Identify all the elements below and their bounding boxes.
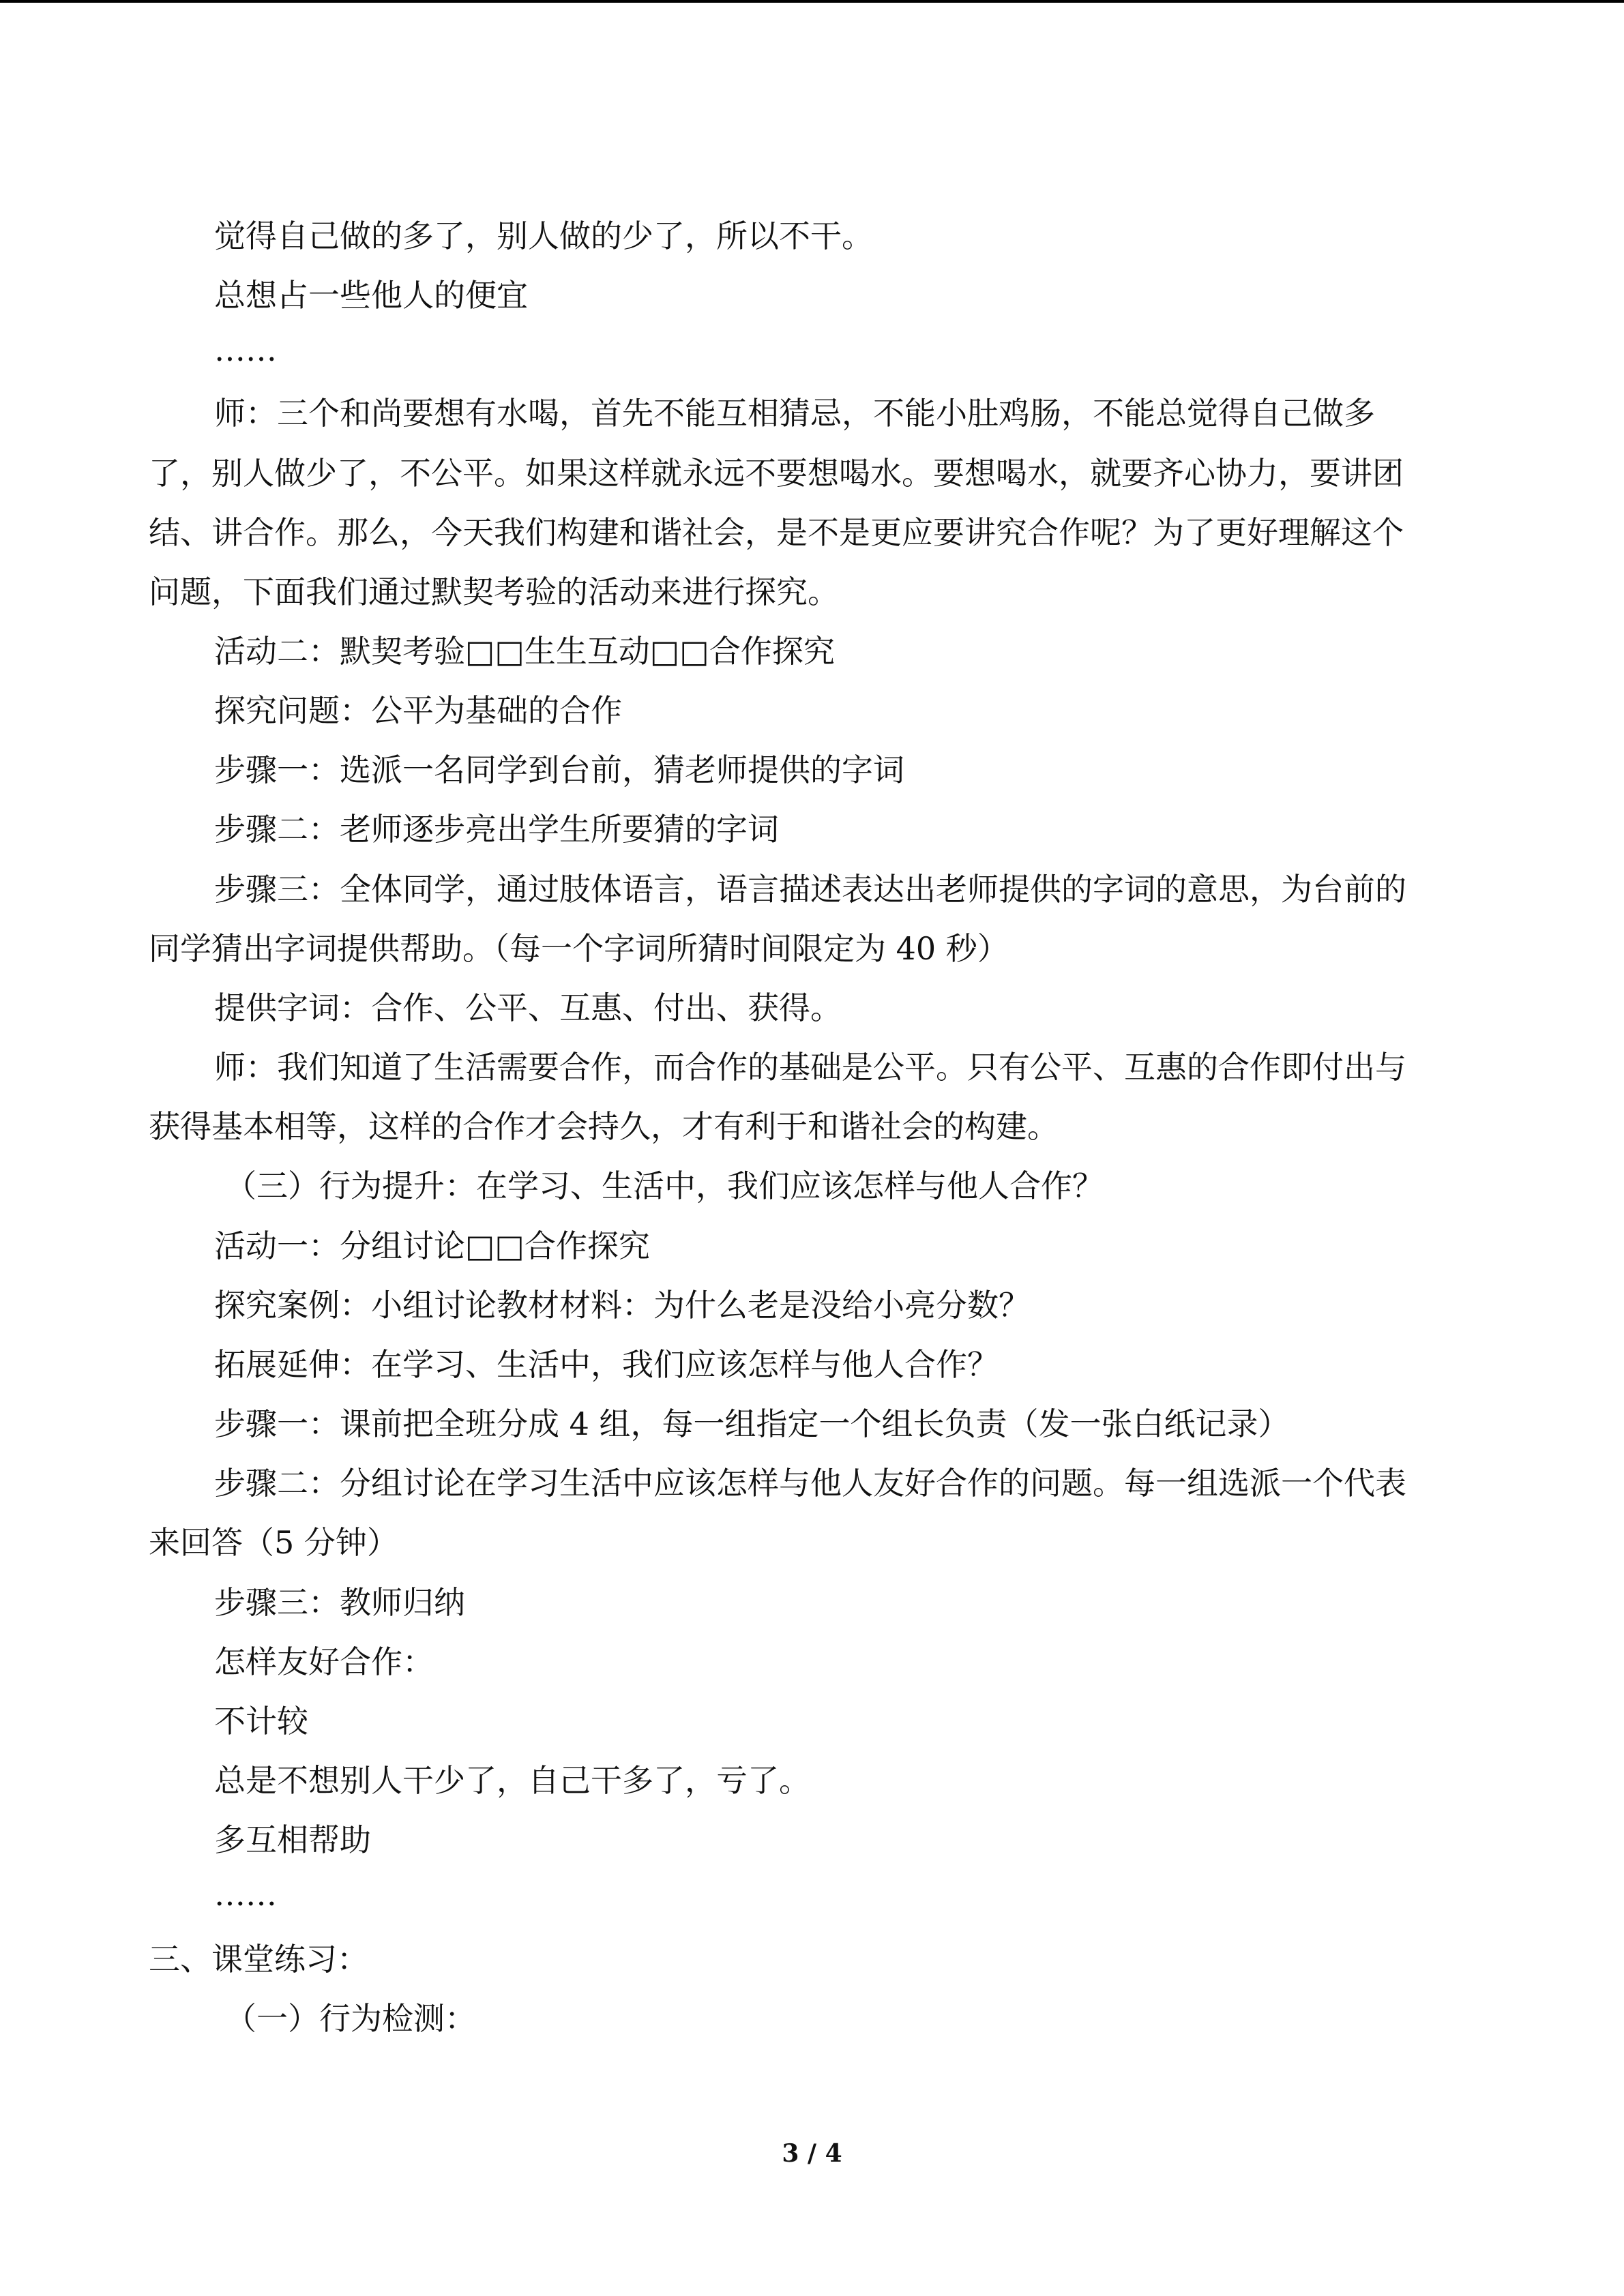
ellipsis-line: …… <box>214 331 277 368</box>
text-line: 师：三个和尚要想有水喝，首先不能互相猜忌，不能小肚鸡肠，不能总觉得自己做多 <box>214 395 1375 432</box>
text-line: 怎样友好合作： <box>214 1643 434 1680</box>
text-line: 获得基本相等，这样的合作才会持久，才有利于和谐社会的构建。 <box>149 1108 1059 1145</box>
activity-heading: 活动一：分组讨论□□合作探究 <box>214 1227 650 1264</box>
text-line: 结、讲合作。那么，今天我们构建和谐社会，是不是更应要讲究合作呢？为了更好理解这个 <box>149 514 1404 551</box>
text-line: 探究问题：公平为基础的合作 <box>214 692 622 729</box>
text-line: 同学猜出字词提供帮助。（每一个字词所猜时间限定为 40 秒） <box>149 930 1009 967</box>
text-line: 问题，下面我们通过默契考验的活动来进行探究。 <box>149 573 839 610</box>
text-line: 提供字词：合作、公平、互惠、付出、获得。 <box>214 989 842 1026</box>
text-line: 总是不想别人干少了，自己干多了，亏了。 <box>214 1762 810 1799</box>
step-line: 步骤二：分组讨论在学习生活中应该怎样与他人友好合作的问题。每一组选派一个代表 <box>214 1465 1406 1502</box>
text-line: 总想占一些他人的便宜 <box>214 277 528 314</box>
text-line: 师：我们知道了生活需要合作，而合作的基础是公平。只有公平、互惠的合作即付出与 <box>214 1049 1406 1086</box>
subsection-heading: （一）行为检测： <box>225 2000 476 2037</box>
activity-heading: 活动二：默契考验□□生生互动□□合作探究 <box>214 633 835 670</box>
step-line: 步骤一：选派一名同学到台前，猜老师提供的字词 <box>214 751 904 788</box>
step-line: 步骤二：老师逐步亮出学生所要猜的字词 <box>214 811 779 848</box>
ellipsis-line: …… <box>214 1876 277 1913</box>
page-top-border <box>0 0 1624 3</box>
text-line: 拓展延伸：在学习、生活中，我们应该怎样与他人合作？ <box>214 1346 999 1383</box>
section-heading: 三、课堂练习： <box>149 1941 368 1978</box>
step-line: 步骤三：教师归纳 <box>214 1584 465 1621</box>
section-heading: （三）行为提升：在学习、生活中，我们应该怎样与他人合作？ <box>225 1167 1104 1204</box>
text-line: 来回答（5 分钟） <box>149 1524 398 1561</box>
text-line: 探究案例：小组讨论教材材料：为什么老是没给小亮分数？ <box>214 1287 1030 1324</box>
text-line: 觉得自己做的多了，别人做的少了，所以不干。 <box>214 218 873 254</box>
step-line: 步骤三：全体同学，通过肢体语言，语言描述表达出老师提供的字词的意思，为台前的 <box>214 871 1406 908</box>
text-line: 不计较 <box>214 1703 308 1740</box>
text-line: 多互相帮助 <box>214 1821 371 1858</box>
step-line: 步骤一：课前把全班分成 4 组，每一组指定一个组长负责（发一张白纸记录） <box>214 1405 1290 1442</box>
text-line: 了，别人做少了，不公平。如果这样就永远不要想喝水。要想喝水，就要齐心协力，要讲团 <box>149 455 1404 492</box>
page-number: 3 / 4 <box>782 2139 842 2168</box>
